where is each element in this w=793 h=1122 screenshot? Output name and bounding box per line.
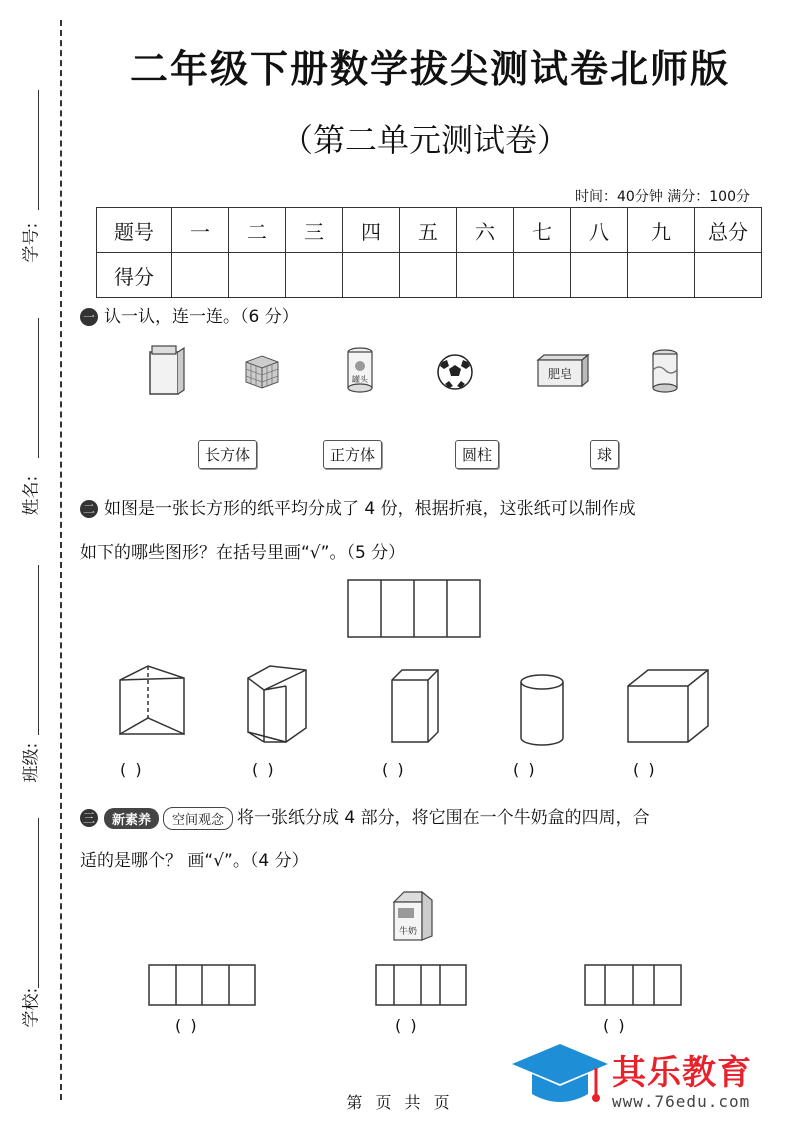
- tea-can-icon[interactable]: [150, 346, 184, 394]
- q2-answer-3[interactable]: ( ): [382, 760, 406, 779]
- score-table: [96, 207, 762, 298]
- score-header-cell: 二: [229, 208, 286, 253]
- school-label: 学校:: [21, 987, 42, 1028]
- rubik-cube-icon[interactable]: [246, 356, 278, 388]
- q2-shapes: [110, 660, 710, 750]
- score-header-cell: 九: [628, 208, 695, 253]
- cylinder-tin-icon[interactable]: [653, 350, 677, 392]
- choice-cylinder[interactable]: 圆柱: [455, 440, 499, 469]
- score-cell[interactable]: [286, 253, 343, 298]
- q3-strip-1: [148, 964, 258, 1008]
- score-row-label: 得分: [97, 253, 172, 298]
- q3-line2: 适的是哪个？ 画“√”。（4 分）: [80, 851, 309, 871]
- score-cell[interactable]: [514, 253, 571, 298]
- soap-label: 肥皂: [547, 367, 573, 381]
- q1-objects: [140, 340, 700, 400]
- pentagonal-prism-shape: [248, 666, 306, 742]
- name-line[interactable]: [38, 318, 39, 458]
- q3-badge: 三: [80, 809, 98, 827]
- tall-cuboid-shape: [392, 670, 438, 742]
- score-header-cell: 三: [286, 208, 343, 253]
- student-no-label: 学号:: [21, 222, 42, 263]
- cube-shape: [628, 670, 708, 742]
- class-label: 班级:: [21, 742, 42, 783]
- score-cell[interactable]: [628, 253, 695, 298]
- q1-badge: 一: [80, 308, 98, 326]
- q2-answer-4[interactable]: ( ): [513, 760, 537, 779]
- score-header-cell: 七: [514, 208, 571, 253]
- q3-answer-3[interactable]: ( ): [603, 1016, 627, 1035]
- score-cell[interactable]: [457, 253, 514, 298]
- score-header-cell: 一: [172, 208, 229, 253]
- score-cell[interactable]: [343, 253, 400, 298]
- q3-text: [80, 803, 650, 830]
- q2-answer-1[interactable]: ( ): [120, 760, 144, 779]
- q1-prompt: 认一认，连一连。（6 分）: [104, 307, 299, 327]
- school-line[interactable]: [38, 818, 39, 988]
- score-header-cell: 六: [457, 208, 514, 253]
- score-cell[interactable]: [172, 253, 229, 298]
- name-label: 姓名:: [21, 475, 42, 516]
- page-title: 二年级下册数学拔尖测试卷北师版: [129, 47, 730, 91]
- q1-text: [80, 302, 299, 327]
- q3-answer-2[interactable]: ( ): [395, 1016, 419, 1035]
- student-no-line[interactable]: [38, 90, 39, 210]
- q3-line1: 将一张纸分成 4 部分，将它围在一个牛奶盒的四周，合: [237, 808, 650, 828]
- q2-paper-strip: [346, 578, 482, 640]
- score-header-cell: 八: [571, 208, 628, 253]
- score-header-cell: 题号: [97, 208, 172, 253]
- page-subtitle: （第二单元测试卷）: [280, 121, 569, 159]
- page-footer: 第 页 共 页: [346, 1093, 454, 1112]
- can-label: 罐头: [352, 375, 368, 384]
- class-line[interactable]: [38, 565, 39, 735]
- exam-meta: 时间：40分钟 满分：100分: [575, 189, 750, 205]
- score-cell[interactable]: [229, 253, 286, 298]
- score-table-row: [97, 253, 762, 298]
- logo-name: 其乐教育: [612, 1053, 752, 1093]
- q3-tag-new-literacy: 新素养: [104, 808, 159, 829]
- q2-badge: 二: [80, 500, 98, 518]
- q3-strip-2: [375, 964, 469, 1008]
- soccer-ball-icon[interactable]: [438, 355, 472, 389]
- graduation-cap-icon: [508, 1040, 612, 1114]
- score-cell[interactable]: [695, 253, 762, 298]
- can-icon[interactable]: [348, 348, 372, 392]
- cylinder-shape: [521, 675, 563, 745]
- milk-label: 牛奶: [398, 927, 418, 937]
- choice-cuboid[interactable]: 长方体: [198, 440, 257, 469]
- choice-sphere[interactable]: 球: [590, 440, 619, 469]
- score-header-cell: 五: [400, 208, 457, 253]
- score-header-cell: 总分: [695, 208, 762, 253]
- q3-tag-spatial: 空间观念: [163, 807, 233, 830]
- score-cell[interactable]: [571, 253, 628, 298]
- q2-text: [80, 494, 636, 519]
- q3-answer-1[interactable]: ( ): [175, 1016, 199, 1035]
- q2-line1: 如图是一张长方形的纸平均分成了 4 份，根据折痕，这张纸可以制作成: [104, 499, 636, 519]
- choice-cube[interactable]: 正方体: [323, 440, 382, 469]
- binding-dashed-line: [60, 20, 62, 1100]
- q2-line2: 如下的哪些图形？在括号里画“√”。（5 分）: [80, 543, 406, 563]
- q2-answer-2[interactable]: ( ): [252, 760, 276, 779]
- soap-icon[interactable]: [538, 355, 588, 386]
- score-header-cell: 四: [343, 208, 400, 253]
- q2-answer-5[interactable]: ( ): [633, 760, 657, 779]
- score-table-header-row: [97, 208, 762, 253]
- milk-carton-icon: [388, 888, 438, 944]
- q3-strip-3: [584, 964, 684, 1008]
- score-cell[interactable]: [400, 253, 457, 298]
- logo-url: www.76edu.com: [612, 1092, 751, 1111]
- triangular-prism-shape: [120, 666, 184, 734]
